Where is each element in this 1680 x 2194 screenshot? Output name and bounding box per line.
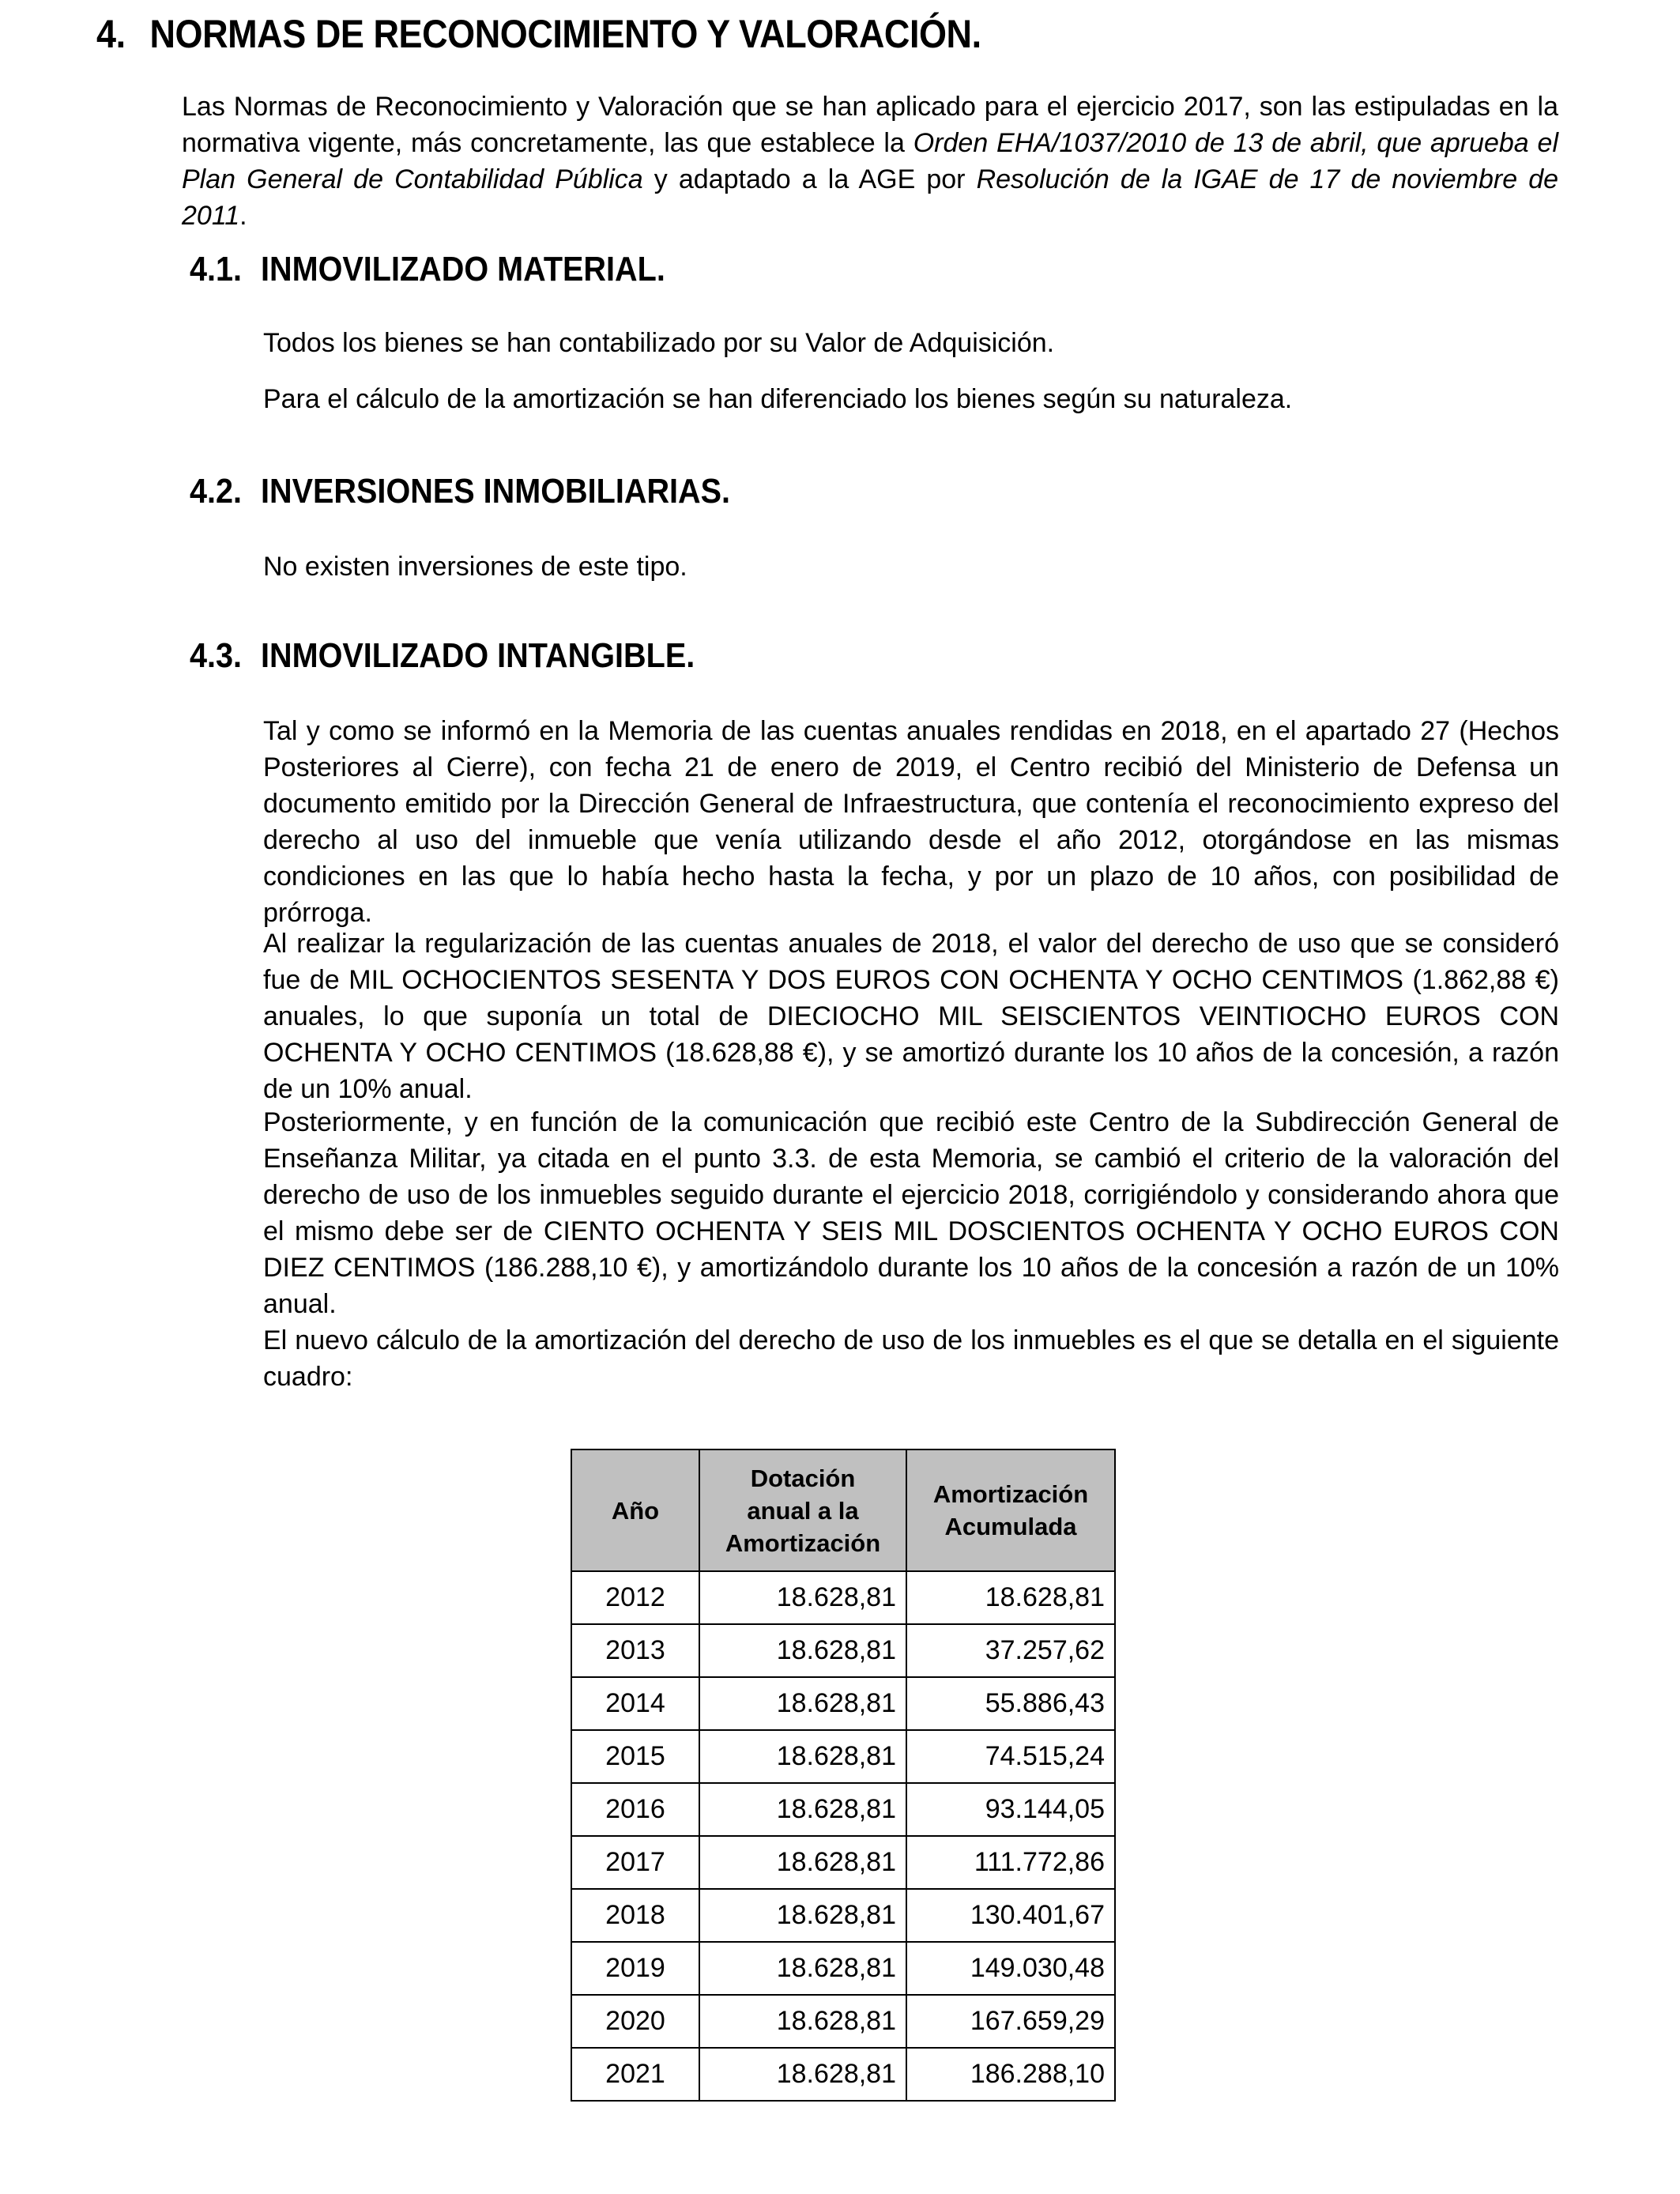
cell-annual: 18.628,81 (699, 1677, 906, 1730)
cell-accumulated: 55.886,43 (906, 1677, 1115, 1730)
table-row (571, 1836, 1115, 1889)
cell-year: 2021 (571, 2048, 699, 2101)
cell-accumulated: 18.628,81 (906, 1571, 1115, 1624)
cell-annual: 18.628,81 (699, 1995, 906, 2048)
material-line-2: Para el cálculo de la amortización se han diferenciado los bienes según su naturaleza. (263, 384, 1293, 414)
table-row (571, 1571, 1115, 1624)
cell-year: 2017 (571, 1836, 699, 1889)
cell-accumulated: 93.144,05 (906, 1783, 1115, 1836)
subsection-heading-4-3 (190, 636, 695, 676)
cell-annual: 18.628,81 (699, 2048, 906, 2101)
cell-year: 2015 (571, 1730, 699, 1783)
cell-annual: 18.628,81 (699, 1571, 906, 1624)
cell-annual: 18.628,81 (699, 1730, 906, 1783)
intro-paragraph (182, 89, 1558, 234)
table-row (571, 2048, 1115, 2101)
table-row (571, 1942, 1115, 1995)
subsection-title: INMOVILIZADO INTANGIBLE. (261, 636, 695, 675)
cell-year: 2016 (571, 1783, 699, 1836)
header-year: Año (571, 1449, 699, 1571)
table-row (571, 1624, 1115, 1677)
section-number: 4. (96, 12, 126, 56)
subsection-number: 4.2. (190, 472, 243, 511)
intangible-paragraph-1: Tal y como se informó en la Memoria de las cuentas anuales rendidas en 2018, en el apartado 27 (Hechos Posteriores al Cierre), con fecha 21 de enero de 2019, el Centro recibió del Ministerio de Defensa un documento emitido por la Dirección General de Infraestructura, que contenía el reconocimiento expreso del derecho al uso del inmueble que venía utilizando desde el año 2012, otorgándose en las mismas condiciones en las que lo había hecho hasta la fecha, y por un plazo de 10 años, con posibilidad de prórroga. (263, 716, 1559, 928)
intro-text-2: y adaptado a la AGE por (642, 164, 977, 194)
cell-accumulated: 149.030,48 (906, 1942, 1115, 1995)
header-accumulated-label: Amortización Acumulada (932, 1480, 1089, 1540)
cell-accumulated: 167.659,29 (906, 1995, 1115, 2048)
intangible-paragraph-4: El nuevo cálculo de la amortización del derecho de uso de los inmuebles es el que se detalla en el siguiente cuadro: (263, 1325, 1559, 1392)
cell-year: 2013 (571, 1624, 699, 1677)
header-annual-allocation-label: Dotación anual a la Amortización (725, 1464, 881, 1557)
cell-annual: 18.628,81 (699, 1783, 906, 1836)
subsection-number: 4.1. (190, 250, 243, 288)
subsection-heading-4-1 (190, 250, 665, 289)
subsection-number: 4.3. (190, 636, 243, 675)
cell-annual: 18.628,81 (699, 1942, 906, 1995)
header-accumulated (906, 1449, 1115, 1571)
intangible-paragraph-3: Posteriormente, y en función de la comunicación que recibió este Centro de la Subdirección General de Enseñanza Militar, ya citada en el punto 3.3. de esta Memoria, se cambió el criterio de la valoración del derecho de uso de los inmuebles seguido durante el ejercicio 2018, corrigiéndolo y considerando ahora que el mismo debe ser de CIENTO OCHENTA Y SEIS MIL DOSCIENTOS OCHENTA Y OCHO EUROS CON DIEZ CENTIMOS (186.288,10 €), y amortizándolo durante los 10 años de la concesión a razón de un 10% anual. (263, 1107, 1559, 1319)
cell-year: 2019 (571, 1942, 699, 1995)
material-line-1: Todos los bienes se han contabilizado por su Valor de Adquisición. (263, 328, 1055, 358)
header-annual-allocation (699, 1449, 906, 1571)
section-title: NORMAS DE RECONOCIMIENTO Y VALORACIÓN. (149, 12, 981, 56)
cell-accumulated: 111.772,86 (906, 1836, 1115, 1889)
section-heading (96, 11, 981, 57)
cell-annual: 18.628,81 (699, 1836, 906, 1889)
inversiones-line-1: No existen inversiones de este tipo. (263, 552, 687, 582)
subsection-title: INMOVILIZADO MATERIAL. (261, 250, 665, 288)
cell-accumulated: 74.515,24 (906, 1730, 1115, 1783)
intro-italic-1: Orden EHA/1037/2010 de 13 de abril, que aprueba el Plan General de Contabilidad Pública (182, 128, 1559, 194)
table-row (571, 1730, 1115, 1783)
cell-year: 2018 (571, 1889, 699, 1942)
cell-accumulated: 37.257,62 (906, 1624, 1115, 1677)
table-row (571, 1783, 1115, 1836)
amortization-table (571, 1449, 1116, 2102)
subsection-title: INVERSIONES INMOBILIARIAS. (261, 472, 731, 511)
table-row (571, 1889, 1115, 1942)
cell-annual: 18.628,81 (699, 1889, 906, 1942)
subsection-heading-4-2 (190, 472, 730, 511)
cell-accumulated: 186.288,10 (906, 2048, 1115, 2101)
table-row (571, 1995, 1115, 2048)
intro-text-1: Las Normas de Reconocimiento y Valoración que se han aplicado para el ejercicio 2017, son las estipuladas en la normativa vigente, más concretamente, las que establece la (182, 92, 1558, 158)
cell-year: 2014 (571, 1677, 699, 1730)
intro-text-3: . (239, 201, 247, 231)
intro-italic-2: Resolución de la IGAE de 17 de noviembre de 2011 (182, 164, 1559, 231)
intangible-paragraph-2: Al realizar la regularización de las cuentas anuales de 2018, el valor del derecho de uso que se consideró fue de MIL OCHOCIENTOS SESENTA Y DOS EUROS CON OCHENTA Y OCHO CENTIMOS (1.862,88 €) anuales, lo que suponía un total de DIECIOCHO MIL SEISCIENTOS VEINTIOCHO EUROS CON OCHENTA Y OCHO CENTIMOS (18.628,88 €), y se amortizó durante los 10 años de la concesión, a razón de un 10% anual. (263, 929, 1559, 1104)
cell-year: 2020 (571, 1995, 699, 2048)
cell-year: 2012 (571, 1571, 699, 1624)
table-header-row (571, 1449, 1115, 1571)
table-row (571, 1677, 1115, 1730)
cell-accumulated: 130.401,67 (906, 1889, 1115, 1942)
cell-annual: 18.628,81 (699, 1624, 906, 1677)
